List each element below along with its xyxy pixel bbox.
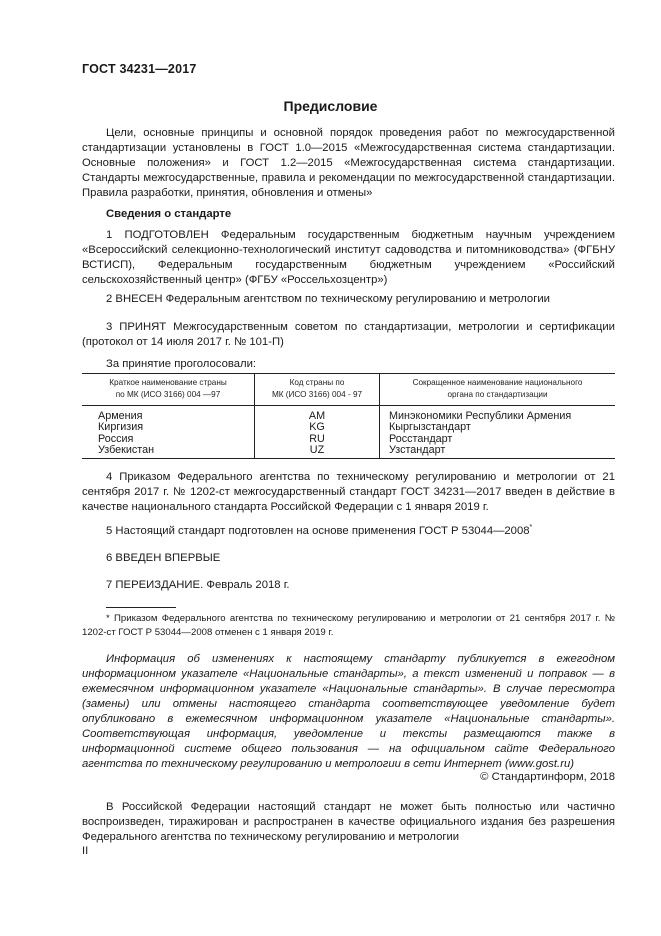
info-item-3: 3 ПРИНЯТ Межгосударственным советом по стандартизации, метрологии и сертификации (протокол от 14 июля 2017 г. № 101-П) xyxy=(82,321,615,348)
info-item-7: 7 ПЕРЕИЗДАНИЕ. Февраль 2018 г. xyxy=(106,579,290,591)
info-item-5 xyxy=(82,524,615,539)
column-header-code xyxy=(255,374,380,406)
info-item-4: 4 Приказом Федерального агентства по техническому регулированию и метрологии от 21 сентября 2017 г. № 1202-ст межгосударственный стандарт ГОСТ 34231—2017 введен в действие в качестве национального стандарта Российской Федерации с 1 января 2019 г. xyxy=(82,471,615,513)
column-header-country xyxy=(82,374,255,406)
standard-code-header: ГОСТ 34231—2017 xyxy=(82,62,197,76)
column-header-text: по МК (ИСО 3166) 004 —97 xyxy=(115,390,221,399)
table-body-row xyxy=(82,406,615,459)
table-cell-text: Кыргызстандарт xyxy=(389,421,471,434)
table-cell-text: UZ xyxy=(309,443,325,456)
footnote: * Приказом Федерального агентства по техническому регулированию и метрологии от 21 сентября 2017 г. № 1202-ст ГОСТ Р 53044—2008 отменен с 1 января 2019 г. xyxy=(82,613,615,638)
column-header-text: Краткое наименование страны xyxy=(109,378,227,387)
column-header-org xyxy=(380,374,616,406)
table-cell-text: Минэкономики Республики Армения xyxy=(389,410,572,422)
table-cell-text: RU xyxy=(309,432,325,445)
copyright: © Стандартинформ, 2018 xyxy=(480,771,615,783)
table-cell-text: Узбекистан xyxy=(98,443,155,456)
restriction-paragraph: В Российской Федерации настоящий стандарт не может быть полностью или частично воспроизведен, тиражирован и распространен в качестве официального издания без разрешения Федерального агентства по техническому регулированию и метрологии xyxy=(82,801,615,843)
footnote-divider xyxy=(106,607,176,608)
info-notice: Информация об изменениях к настоящему стандарту публикуется в ежегодном информационном указателе «Национальные стандарты», а текст изменений и поправок — в ежемесячном информационном указателе «Национальные стандарты». В случае пересмотра (замены) или отмены настоящего стандарта соответствующее уведомление будет опубликовано в ежемесячном информационном указателе «Национальные стандарты». Соответствующая информация, уведомление и тексты размещаются также в информационной системе общего пользования — на официальном сайте Федерального агентства по техническому регулированию и метрологии в сети Интернет (www.gost.ru) xyxy=(82,653,615,770)
votes-label: За принятие проголосовали: xyxy=(106,358,257,370)
info-item-6: 6 ВВЕДЕН ВПЕРВЫЕ xyxy=(106,552,221,564)
table-cell-text: Узстандарт xyxy=(389,443,446,456)
org-cell xyxy=(380,406,616,459)
table-cell-text: Киргизия xyxy=(98,421,144,434)
page-title: Предисловие xyxy=(283,98,378,114)
standard-info-heading: Сведения о стандарте xyxy=(106,208,232,220)
page-number: II xyxy=(82,845,89,857)
table-cell-text: Армения xyxy=(98,410,143,422)
table-cell-text: AM xyxy=(308,410,326,422)
intro-paragraph: Цели, основные принципы и основной порядок проведения работ по межгосударственной стандартизации установлены в ГОСТ 1.0—2015 «Межгосударственная система стандартизации. Основные положения» и ГОСТ 1.2—2015 «Межгосударственная система стандартизации. Стандарты межгосударственные, правила и рекомендации по межгосударственной стандартизации. Правила разработки, принятия, обновления и отмены» xyxy=(82,127,615,199)
votes-table xyxy=(82,373,615,459)
table-cell-text: Росстандарт xyxy=(389,432,453,445)
column-header-text: Код страны по xyxy=(289,378,345,387)
code-cell xyxy=(255,406,380,459)
footnote-mark: * xyxy=(529,524,533,532)
column-header-text: Сокращенное наименование национального xyxy=(412,378,583,387)
table-cell-text: KG xyxy=(309,421,325,434)
info-item-5-text: 5 Настоящий стандарт подготовлен на основе применения ГОСТ Р 53044—2008 xyxy=(106,525,530,537)
country-cell xyxy=(82,406,255,459)
table-cell-text: Россия xyxy=(98,432,134,445)
info-item-1: 1 ПОДГОТОВЛЕН Федеральным государственным бюджетным научным учреждением «Всероссийский селекционно-технологический институт садоводства и питомниководства» (ФГБНУ ВСТИСП), Федеральным государственным бюджетным учреждением «Российский сельскохозяйственный центр» (ФГБУ «Россельхозцентр») xyxy=(82,229,615,286)
column-header-text: органа по стандартизации xyxy=(447,390,548,399)
table-header-row xyxy=(82,374,615,406)
column-header-text: МК (ИСО 3166) 004 - 97 xyxy=(271,390,363,399)
info-item-2: 2 ВНЕСЕН Федеральным агентством по техническому регулированию и метрологии xyxy=(106,293,550,305)
